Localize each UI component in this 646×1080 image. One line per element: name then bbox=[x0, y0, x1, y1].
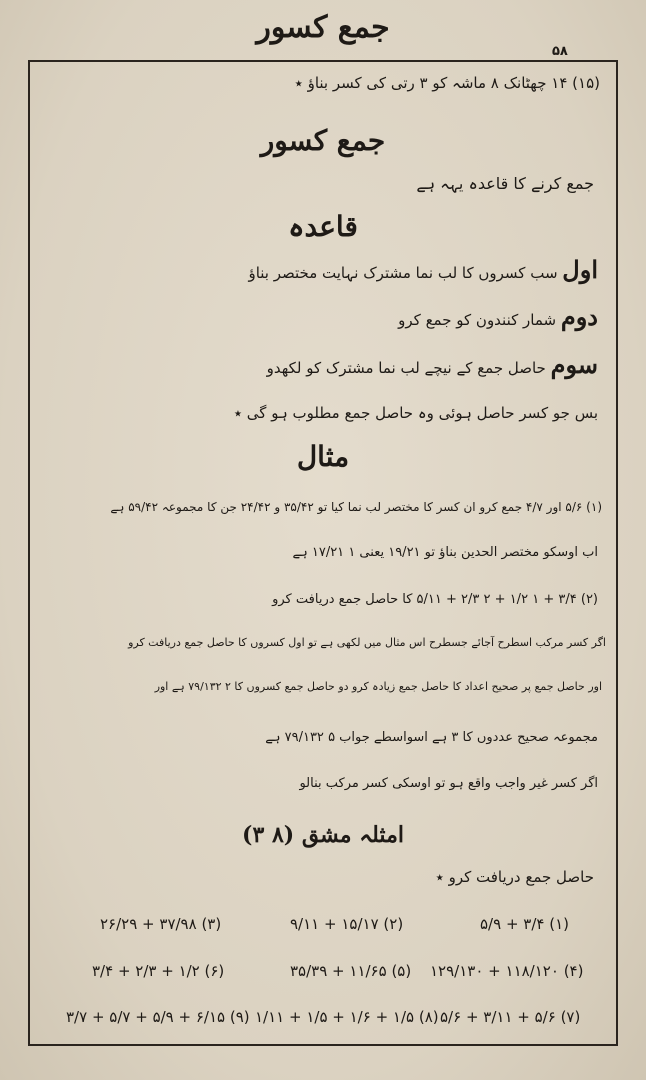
rule-1-label: اول bbox=[562, 255, 598, 284]
rule-1 bbox=[248, 255, 598, 284]
rule-2 bbox=[398, 302, 598, 331]
rule-3-text: حاصل جمع کے نیچے لب نما مشترک کو لکھدو bbox=[266, 359, 546, 377]
example-line-7: اگر کسر غیر واجب واقع ہو تو اوسکی کسر مرکب بنالو bbox=[299, 776, 598, 791]
exercise-8: (۸) ۱/۵ + ۱/۶ + ۱/۵ + ۱/۱۱ bbox=[255, 1008, 439, 1026]
rule-2-text: شمار کنندون کو جمع کرو bbox=[398, 311, 557, 329]
exercise-4: (۴) ۱۱۸/۱۲۰ + ۱۲۹/۱۳۰ bbox=[430, 962, 584, 980]
rule-1-text: سب کسروں کا لب نما مشترک نہایت مختصر بناؤ bbox=[248, 264, 558, 282]
exercise-title: امثلہ مشق (۸ ۳) bbox=[242, 822, 404, 848]
running-head: جمع کسور bbox=[256, 10, 390, 45]
problem-15: (۱۵) ۱۴ چھٹانک ۸ ماشہ کو ۳ رتی کی کسر بناؤ ٭ bbox=[294, 74, 600, 92]
example-line-2: اب اوسکو مختصر الحدین بناؤ تو ۱۹/۲۱ یعنی ۱ ۱۷/۲۱ ہے bbox=[292, 545, 598, 560]
example-line-3: (۲) ۳/۴ + ۱ ۱/۲ + ۲ ۲/۳ + ۵/۱۱ کا حاصل جمع دریافت کرو bbox=[272, 592, 598, 607]
example-line-5: اور حاصل جمع پر صحیح اعداد کا حاصل جمع زیادہ کرو دو حاصل جمع کسروں کا ۲ ۷۹/۱۳۲ ہے اور bbox=[154, 680, 602, 693]
exercise-instruction: حاصل جمع دریافت کرو ٭ bbox=[435, 868, 594, 886]
rule-title: قاعدہ bbox=[288, 210, 358, 243]
example-line-4: اگر کسر مرکب اسطرح آجائے جسطرح اس مثال میں لکھی ہے تو اول کسروں کا حاصل جمع دریافت کرو bbox=[128, 636, 606, 649]
conclusion: بس جو کسر حاصل ہوئی وہ حاصل جمع مطلوب ہو گی ٭ bbox=[233, 404, 598, 422]
rule-3 bbox=[267, 350, 598, 379]
intro-text: جمع کرنے کا قاعدہ یہہ ہے bbox=[416, 174, 594, 193]
exercise-1: (۱) ۳/۴ + ۵/۹ bbox=[480, 915, 569, 933]
rule-3-label: سوم bbox=[550, 350, 598, 379]
exercise-5: (۵) ۱۱/۶۵ + ۳۵/۳۹ bbox=[290, 962, 412, 980]
exercise-2: (۲) ۱۵/۱۷ + ۹/۱۱ bbox=[290, 915, 404, 933]
section-title: جمع کسور bbox=[260, 124, 386, 157]
rule-2-label: دوم bbox=[560, 302, 598, 331]
page-number: ۵۸ bbox=[552, 44, 568, 59]
exercise-3: (۳) ۳۷/۹۸ + ۲۶/۲۹ bbox=[100, 915, 222, 933]
example-line-6: مجموعہ صحیح عددوں کا ۳ ہے اسواسطے جواب ۵ ۷۹/۱۳۲ ہے bbox=[265, 730, 598, 745]
exercise-7: (۷) ۵/۶ + ۳/۱۱ + ۵/۶ bbox=[440, 1008, 581, 1026]
exercise-6: (۶) ۱/۲ + ۲/۳ + ۳/۴ bbox=[92, 962, 225, 980]
example-line-1: (۱) ۵/۶ اور ۴/۷ جمع کرو ان کسر کا مختصر لب نما کیا تو ۳۵/۴۲ و ۲۴/۴۲ جن کا مجموعہ ۵۹/۴۲ ہے bbox=[110, 500, 602, 514]
example-title: مثال bbox=[296, 440, 350, 473]
exercise-9: (۹) ۶/۱۵ + ۵/۹ + ۵/۷ + ۳/۷ bbox=[66, 1008, 250, 1026]
